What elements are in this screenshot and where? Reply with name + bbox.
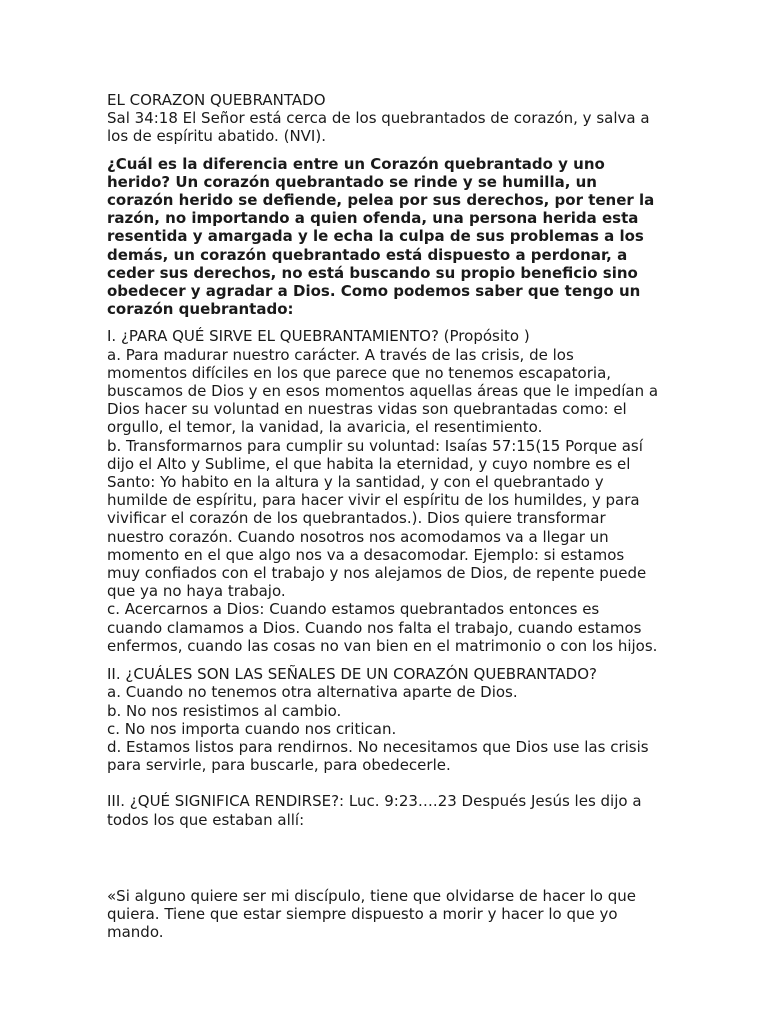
- section-1-line: cuando clamamos a Dios. Cuando nos falta el trabajo, cuando estamos: [107, 618, 642, 637]
- question-line: corazón quebrantado:: [107, 300, 294, 319]
- question-line: ceder sus derechos, no está buscando su propio beneficio sino: [107, 263, 638, 282]
- section-1-line: que ya no haya trabajo.: [107, 582, 286, 601]
- section-2-line: d. Estamos listos para rendirnos. No necesitamos que Dios use las crisis: [107, 737, 649, 756]
- document-page: [107, 91, 663, 941]
- section-1: [107, 327, 663, 655]
- question-line: obedecer y agradar a Dios. Como podemos saber que tengo un: [107, 282, 641, 301]
- section-1-line: vivificar el corazón de los quebrantados.). Dios quiere transformar: [107, 509, 606, 528]
- section-1-line: momentos difíciles en los que parece que no tenemos escapatoria,: [107, 363, 612, 382]
- section-1-line: c. Acercarnos a Dios: Cuando estamos quebrantados entonces es: [107, 600, 600, 619]
- section-3: [107, 792, 663, 828]
- section-1-line: muy confiados con el trabajo y nos alejamos de Dios, de repente puede: [107, 564, 647, 583]
- section-2: [107, 665, 663, 774]
- section-2-heading: II. ¿CUÁLES SON LAS SEÑALES DE UN CORAZÓN QUEBRANTADO?: [107, 665, 597, 684]
- section-1-line: humilde de espíritu, para hacer vivir el espíritu de los humildes, y para: [107, 491, 640, 510]
- quote-line: mando.: [107, 923, 164, 942]
- document-title: EL CORAZON QUEBRANTADO: [107, 91, 326, 109]
- question-paragraph: [107, 155, 663, 319]
- section-1-line: nuestro corazón. Cuando nosotros nos acomodamos va a llegar un: [107, 527, 609, 546]
- section-1-line: orgullo, el temor, la vanidad, la avaricia, el resentimiento.: [107, 418, 543, 437]
- section-2-line: c. No nos importa cuando nos critican.: [107, 719, 397, 738]
- quote-line: «Si alguno quiere ser mi discípulo, tiene que olvidarse de hacer lo que: [107, 886, 636, 905]
- question-line: demás, un corazón quebrantado está dispuesto a perdonar, a: [107, 245, 628, 264]
- question-line: resentida y amargada y le echa la culpa de sus problemas a los: [107, 227, 644, 246]
- section-1-line: Dios hacer su voluntad en nuestras vidas son quebrantadas como: el: [107, 400, 627, 419]
- section-2-line: a. Cuando no tenemos otra alternativa aparte de Dios.: [107, 683, 518, 702]
- section-1-line: Santo: Yo habito en la altura y la santidad, y con el quebrantado y: [107, 473, 604, 492]
- section-1-line: dijo el Alto y Sublime, el que habita la eternidad, y cuyo nombre es el: [107, 454, 631, 473]
- quote-line: quiera. Tiene que estar siempre dispuesto a morir y hacer lo que yo: [107, 904, 618, 923]
- section-1-line: buscamos de Dios y en esos momentos aquellas áreas que le impedían a: [107, 382, 659, 401]
- question-line: ¿Cuál es la diferencia entre un Corazón quebrantado y uno: [107, 154, 605, 173]
- question-line: herido? Un corazón quebrantado se rinde y se humilla, un: [107, 172, 597, 191]
- section-1-line: b. Transformarnos para cumplir su voluntad: Isaías 57:15(15 Porque así: [107, 436, 643, 455]
- section-1-line: a. Para madurar nuestro carácter. A través de las crisis, de los: [107, 345, 574, 364]
- section-3-heading: III. ¿QUÉ SIGNIFICA RENDIRSE?: Luc. 9:23….23 Después Jesús les dijo a: [107, 792, 642, 811]
- verse-line: los de espíritu abatido. (NVI).: [107, 127, 326, 146]
- section-2-line: para servirle, para buscarle, para obedecerle.: [107, 756, 451, 775]
- question-line: razón, no importando a quien ofenda, una persona herida esta: [107, 209, 639, 228]
- question-line: corazón herido se defiende, pelea por sus derechos, por tener la: [107, 191, 655, 210]
- quote-paragraph: [107, 887, 663, 942]
- section-2-line: b. No nos resistimos al cambio.: [107, 701, 342, 720]
- section-1-line: enfermos, cuando las cosas no van bien en el matrimonio o con los hijos.: [107, 636, 658, 655]
- verse-paragraph: [107, 109, 663, 145]
- section-3-line: todos los que estaban allí:: [107, 810, 305, 829]
- section-1-heading: I. ¿PARA QUÉ SIRVE EL QUEBRANTAMIENTO? (Propósito ): [107, 327, 530, 346]
- document-title-block: [107, 91, 663, 109]
- verse-line: Sal 34:18 El Señor está cerca de los quebrantados de corazón, y salva a: [107, 109, 650, 128]
- section-1-line: momento en el que algo nos va a desacomodar. Ejemplo: si estamos: [107, 545, 625, 564]
